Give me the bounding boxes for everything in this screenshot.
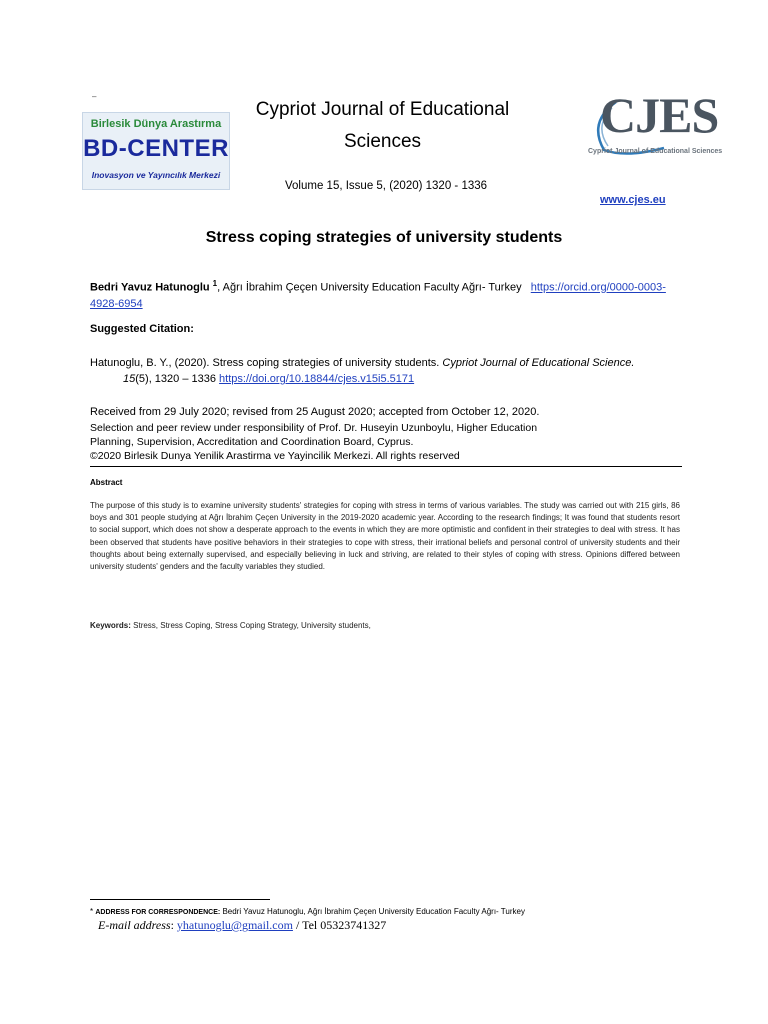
journal-url-link[interactable]: www.cjes.eu bbox=[600, 194, 666, 206]
received-dates: Received from 29 July 2020; revised from 25 August 2020; accepted from October 12, 2020. bbox=[90, 406, 540, 418]
journal-title bbox=[230, 94, 535, 158]
author-affiliation: , Ağrı İbrahim Çeçen University Education Faculty Ağrı- Turkey bbox=[217, 281, 522, 294]
citation-volume: 15 bbox=[123, 373, 136, 385]
journal-title-line2: Sciences bbox=[343, 131, 422, 152]
author-name: Bedri Yavuz Hatunoglu bbox=[90, 281, 210, 294]
correspondence-footnote bbox=[90, 907, 710, 916]
keywords bbox=[90, 621, 680, 630]
author-line bbox=[90, 276, 680, 312]
review-info bbox=[90, 421, 590, 463]
citation-doi-link[interactable]: https://doi.org/10.18844/cjes.v15i5.5171 bbox=[219, 373, 415, 385]
review-line2: Planning, Supervision, Accreditation and Coordination Board, Cyprus. bbox=[90, 436, 414, 448]
email-link[interactable]: yhatunoglu@gmail.com bbox=[176, 918, 293, 932]
review-line1: Selection and peer review under responsibility of Prof. Dr. Huseyin Uzunboylu, Higher Education bbox=[90, 422, 538, 434]
abstract-heading: Abstract bbox=[90, 478, 123, 487]
keywords-label: Keywords: bbox=[90, 621, 131, 630]
footnote-caption: ADDRESS FOR CORRESPONDENCE: bbox=[95, 909, 221, 916]
article-title: Stress coping strategies of university students bbox=[205, 229, 563, 246]
author-superscript: 1 bbox=[212, 279, 218, 288]
bd-logo-line2: BD-CENTER bbox=[83, 135, 229, 162]
contact-line bbox=[98, 918, 386, 933]
footnote-address: Bedri Yavuz Hatunoglu, Ağrı İbrahim Çeçen University Education Faculty Ağrı- Turkey bbox=[220, 907, 525, 916]
bd-logo-line1: Birlesik Dünya Arastırma bbox=[90, 118, 222, 130]
cjes-subtitle: Cypriot Journal of Educational Sciences bbox=[588, 148, 723, 155]
telephone: / Tel 05323741327 bbox=[295, 918, 387, 932]
footnote-marker: * bbox=[90, 907, 94, 916]
email-label: E-mail address bbox=[98, 918, 171, 932]
footnote-divider bbox=[90, 899, 270, 900]
journal-title-line1: Cypriot Journal of Educational bbox=[255, 99, 510, 120]
cjes-logo bbox=[586, 87, 723, 164]
bd-center-logo bbox=[82, 112, 230, 190]
abstract-text: The purpose of this study is to examine university students' strategies for coping with stress in terms of various variables. The study was carried out with 215 girls, 86 boys and 301 people studying at Ağrı İbrahim Çeçen University in the 2019-2020 academic year. According to the research findings; It was found that students resort to social support, which does not show a desperate approach to the events in which they are more optimistic and confident in their strategies to deal with stress. It has been observed that students have positive behaviors in their strategies to cope with stress, their irrational beliefs and personal control of university students and their thoughts about being externally supervised, and especially believing in luck and striving, are related to their styles of coping with stress. Opinions differed between university students' genders and the faculty variables they studied. bbox=[90, 501, 680, 572]
citation-journal: Cypriot Journal of Educational Science. bbox=[442, 357, 635, 369]
keywords-list: Stress, Stress Coping, Stress Coping Strategy, University students, bbox=[130, 621, 371, 630]
orcid-link[interactable]: https://orcid.org/0000-0003-4928-6954 bbox=[90, 281, 666, 310]
copyright-line: ©2020 Birlesik Dunya Yenilik Arastirma ve Yayincilik Merkezi. All rights reserved bbox=[90, 450, 460, 462]
section-divider bbox=[90, 466, 682, 467]
suggested-citation bbox=[90, 355, 680, 387]
volume-line: Volume 15, Issue 5, (2020) 1320 - 1336 bbox=[285, 180, 488, 192]
bd-logo-line3: Inovasyon ve Yayıncılık Merkezi bbox=[91, 170, 221, 180]
citation-heading: Suggested Citation: bbox=[90, 323, 194, 335]
cjes-initials: CJES bbox=[600, 87, 719, 143]
email-colon: : bbox=[170, 918, 177, 932]
citation-pages: (5), 1320 – 1336 bbox=[135, 373, 216, 385]
citation-text: Hatunoglu, B. Y., (2020). Stress coping strategies of university students. bbox=[90, 357, 440, 369]
header-mark: – bbox=[92, 92, 97, 101]
